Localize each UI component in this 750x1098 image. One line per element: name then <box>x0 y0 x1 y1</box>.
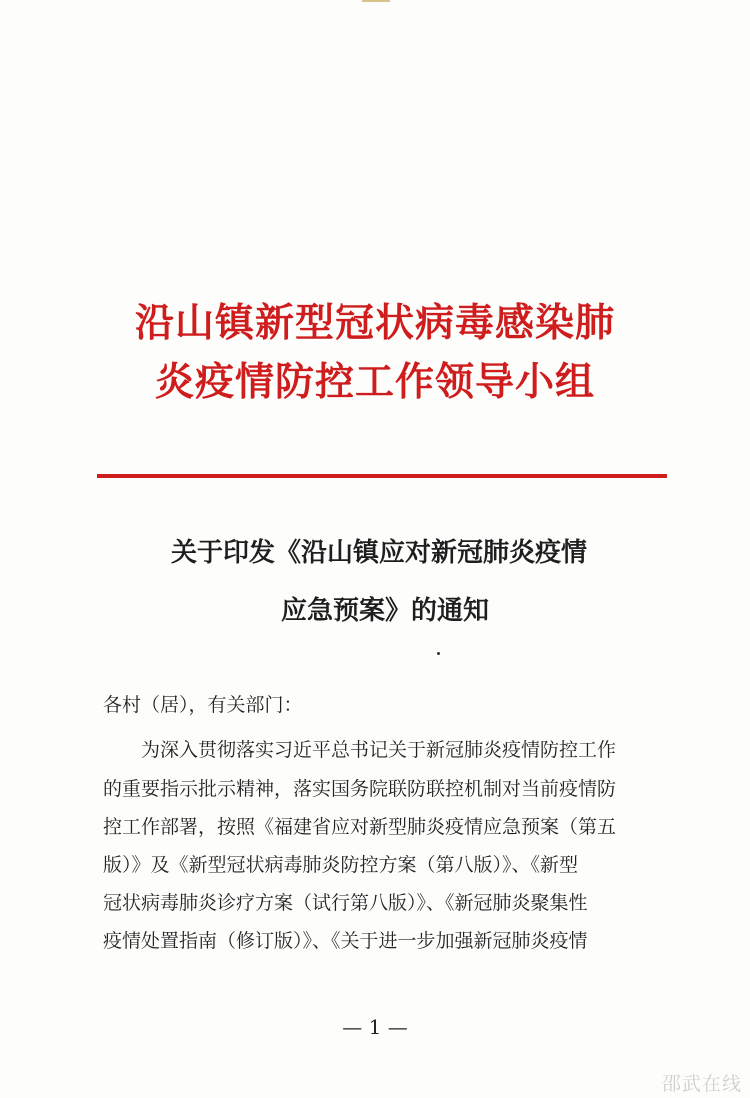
document-title-line-2: 应急预案》的通知 <box>280 596 489 626</box>
red-divider-line <box>97 474 667 478</box>
stray-dot <box>437 652 440 655</box>
body-line: 为深入贯彻落实习近平总书记关于新冠肺炎疫情防控工作 <box>103 739 617 761</box>
site-watermark: 邵武在线 <box>661 1073 742 1095</box>
issuer-title-line-1: 沿山镇新型冠状病毒感染肺 <box>134 300 615 346</box>
body-line: 疫情处置指南（修订版）》、《关于进一步加强新冠肺炎疫情 <box>103 930 588 952</box>
issuer-title-line-2: 炎疫情防控工作领导小组 <box>154 359 595 405</box>
top-edge-mark <box>362 0 390 2</box>
salutation: 各村（居），有关部门： <box>103 694 303 716</box>
body-line: 的重要指示批示精神，落实国务院联防联控机制对当前疫情防 <box>103 778 617 800</box>
page-number: — 1 — <box>342 1015 408 1039</box>
body-line: 控工作部署，按照《福建省应对新型肺炎疫情应急预案（第五 <box>103 816 617 838</box>
body-line: 版）》及《新型冠状病毒肺炎防控方案（第八版）》、《新型 <box>103 854 579 876</box>
document-title-line-1: 关于印发《沿山镇应对新冠肺炎疫情 <box>170 538 587 568</box>
body-line: 冠状病毒肺炎诊疗方案（试行第八版）》、《新冠肺炎聚集性 <box>103 892 588 914</box>
